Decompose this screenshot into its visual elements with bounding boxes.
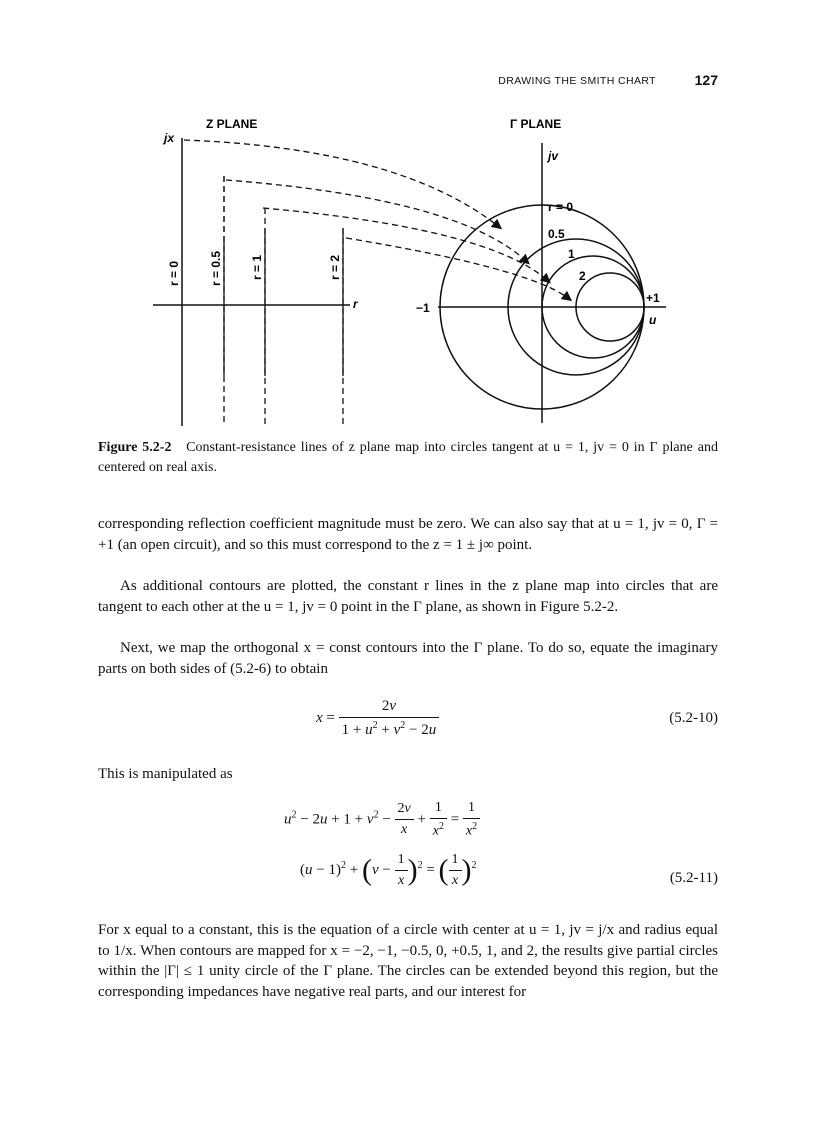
paragraph-3: Next, we map the orthogonal x = const contours into the Γ plane. To do so, equate the imaginary parts on both sides of (5.2-6) to obtain <box>98 640 718 677</box>
figure-diagram <box>98 108 718 428</box>
jv-label: jv <box>548 149 559 163</box>
equation-5-2-10: x = $\frac{2v}{1 + u^2 + v^2 - 2u}$ (5.2-10) <box>316 698 718 738</box>
r-axis-label: r <box>353 297 358 311</box>
page-header <box>98 70 718 94</box>
equation-expanded: $u^2 - 2u + 1 + v^2$ − $\frac{2v}{x}$ + $\frac{1}{x^2}$ = $\frac{1}{x^2}$ <box>98 800 718 850</box>
plus-one-label: +1 <box>646 291 660 305</box>
circle-label-r1: 1 <box>568 247 575 261</box>
map-curve-r0 <box>184 140 498 226</box>
circle-label-r0: r = 0 <box>548 200 574 214</box>
circle-label-r0.5: 0.5 <box>548 227 565 241</box>
figure-caption <box>98 438 718 478</box>
caption-label: Figure 5.2-2 <box>98 440 172 455</box>
circle-label-r2: 2 <box>579 269 586 283</box>
minus-one-label: −1 <box>416 301 430 315</box>
equation-number-1: (5.2-10) <box>669 710 718 726</box>
jx-label: jx <box>164 131 175 145</box>
figure-smith-mapping <box>98 108 718 428</box>
paragraph-4: This is manipulated as <box>98 766 233 782</box>
u-axis-label: u <box>649 313 657 327</box>
paragraph-1: corresponding reflection coefficient magnitude must be zero. We can also say that at u = 1, jv = 0, Γ = +1 (an open circuit), and so this must correspond to the z = 1 ± j∞ point. <box>98 516 718 553</box>
paragraph-2: As additional contours are plotted, the constant r lines in the z plane map into circles that are tangent to each other at the u = 1, jv = 0 point in the Γ plane, as shown in Figure 5.2-2. <box>98 578 718 615</box>
map-curve-r1 <box>263 208 547 280</box>
z-line-label-r1: r = 1 <box>250 254 264 280</box>
paragraph-5: For x equal to a constant, this is the equation of a circle with center at u = 1, jv = j/x and radius equal to 1/x. When contours are mapped for x = −2, −1, −0.5, 0, +0.5, 1, and 2, the results give partial circles within the |Γ| ≤ 1 unity circle of the Γ plane. The circles can be extended beyond this region, but the corresponding impedances have negative real parts, and our interest for <box>98 922 718 1000</box>
map-curve-r0.5 <box>226 180 526 261</box>
running-head: DRAWING THE SMITH CHART <box>498 75 656 87</box>
equation-5-2-11: $(u - 1)^2 + (v$ − $\frac{1}{x}$ )$^2$ = ( $\frac{1}{x}$ )$^2$ (5.2-11) <box>300 852 718 888</box>
map-curve-r2 <box>346 238 568 298</box>
z-line-label-r0.5: r = 0.5 <box>209 250 223 286</box>
page-number: 127 <box>694 72 718 88</box>
equation-number-2: (5.2-11) <box>669 870 718 886</box>
caption-text: Constant-resistance lines of z plane map into circles tangent at u = 1, jv = 0 in Γ plane and centered on real axis. <box>98 440 718 475</box>
z-line-label-r2: r = 2 <box>328 254 342 280</box>
z-line-label-r0: r = 0 <box>167 260 181 286</box>
gamma-plane-title: Γ PLANE <box>510 117 562 131</box>
z-plane-title: Z PLANE <box>206 117 258 131</box>
